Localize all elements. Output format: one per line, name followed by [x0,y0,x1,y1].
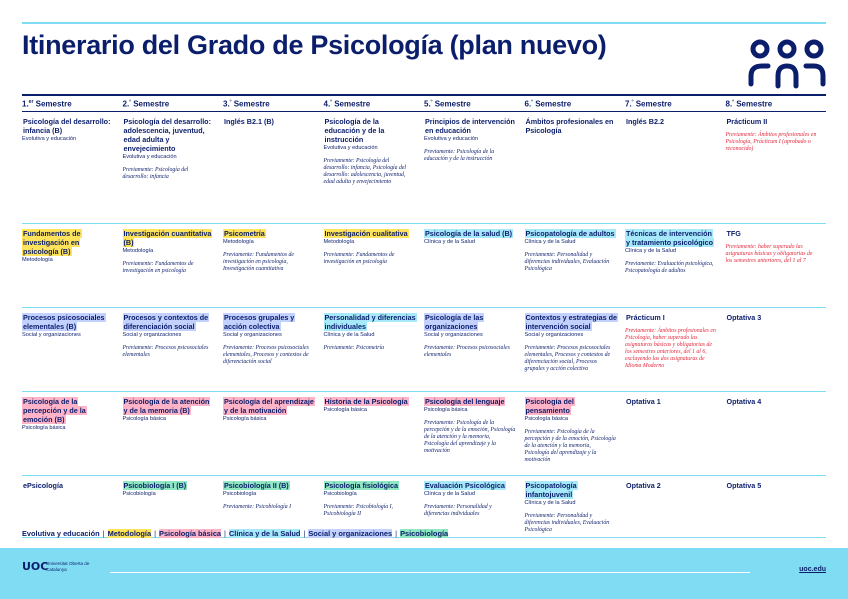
course-name: Contextos y estrategias de intervención social [525,313,617,331]
semester-header: 3.$^º$ Semestre [223,98,270,109]
uoc-logo-mark: UOC [22,560,49,573]
course-name: Psicopatología de adultos [525,229,615,238]
course-cell [223,112,324,223]
course-area: Psicobiología [223,491,257,497]
course-name: Psicología del lenguaje [425,397,505,406]
course-cell [424,392,525,475]
prerequisite-note: Previamente: Psicología del desarrollo: infancia, Psicología del desarrollo: adolescencia, juventud, edad adulta y envejecimiento [323,158,407,185]
course-cell [22,308,123,391]
course-area: Clínica y de la Salud [424,239,475,245]
course-name: Psicopatología infantojuvenil [525,481,577,499]
course-name: Procesos psicosociales elementales (B) [23,313,105,331]
legend-item: Social y organizaciones [308,529,393,538]
course-cell [525,392,626,475]
course-area: Psicobiología [122,491,156,497]
course-cell [424,112,525,223]
prerequisite-note: Previamente: Ámbitos profesionales en Psicología, Prácticum I (aprobado o reconocido) [725,132,817,152]
prerequisite-note: Previamente: Fundamentos de investigación en psicología [323,252,395,265]
course-area: Psicología básica [223,416,267,422]
prerequisite-note: Previamente: Psicología de la percepción y de la emoción, Psicología de la atención y la memoria, Psicología del aprendizaje y la motivación [524,429,616,463]
course-cell [726,224,827,307]
course-name: Procesos y contextos de diferenciación social [123,313,209,331]
course-area: Clínica y de la Salud [323,332,375,338]
course-cell [123,308,224,391]
prerequisite-note: Previamente: Psicología de la percepción y de la emoción, Psicología de la atención y la memoria, Psicología del aprendizaje y la motivación [424,420,516,454]
course-area: Psicología básica [122,416,167,422]
course-name: Técnicas de intervención y tratamiento psicológico [626,229,714,247]
course-name: Psicobiología II (B) [224,481,289,490]
prerequisite-note: Previamente: Fundamentos de investigación en psicología, Investigación cuantitativa [223,252,294,272]
course-cell [625,476,726,537]
prerequisite-note: Previamente: Personalidad y diferencias individuales, Evaluación Psicológica [524,252,610,272]
course-cell [223,224,324,307]
footer [0,548,848,599]
course-area: Social y organizaciones [424,332,483,338]
semester-header: 6.$^º$ Semestre [524,98,572,109]
page-title: Itinerario del Grado de Psicología (plan nuevo) [22,30,607,60]
prerequisite-note: Previamente: Procesos psicosociales elementales [122,345,209,358]
course-name: Psicología de las organizaciones [425,313,484,331]
course-name: Personalidad y diferencias individuales [324,313,416,331]
course-area: Evolutiva y educación [323,145,378,151]
course-cell [424,224,525,307]
course-name: Psicología de la educación y de la instrucción [324,117,385,144]
course-name: Psicología fisiológica [324,481,398,490]
course-cell [123,392,224,475]
people-icon [748,38,826,90]
area-legend: Evolutiva y educación | Metodología | Psicología básica | Clínica y de la Salud | Social y organizaciones | Psicobiología [22,529,449,538]
course-area: Metodología [122,248,154,254]
itinerary-table [22,94,826,538]
course-cell [726,308,827,391]
course-name: Optativa 3 [726,313,762,322]
course-name: Optativa 4 [726,397,762,406]
course-cell [726,476,827,537]
prerequisite-note: Previamente: Psicometría [323,345,384,351]
semester-header: 8.$^º$ Semestre [725,98,773,109]
prerequisite-note: Previamente: Psicobiología I [223,504,292,510]
prerequisite-note: Previamente: Personalidad y diferencias individuales [424,504,492,517]
uoc-link[interactable]: uoc.edu [799,566,826,573]
course-cell [525,224,626,307]
prerequisite-note: Previamente: Personalidad y diferencias individuales, Evaluación Psicológica [524,513,610,533]
course-cell [123,224,224,307]
course-area: Metodología [223,239,254,245]
prerequisite-note: Previamente: Fundamentos de investigación en psicología [122,261,194,274]
course-name: Historia de la Psicología [324,397,408,406]
course-cell [123,476,224,537]
course-cell [223,476,324,537]
course-name: Ámbitos profesionales en Psicología [525,117,614,135]
legend-item: Psicobiología [400,529,449,538]
table-row [22,392,826,476]
course-name: Fundamentos de investigación en psicología (B) [23,229,81,256]
course-name: Investigación cuantitativa (B) [123,229,212,247]
course-name: Psicología de la atención y de la memoria (B) [123,397,210,415]
course-cell [324,476,425,537]
course-name: Psicología del desarrollo: adolescencia, juventud, edad adulta y envejecimiento [123,117,211,153]
course-area: Psicología básica [22,425,66,431]
course-name: Psicología del aprendizaje y de la motivación [224,397,314,415]
table-row [22,112,826,224]
course-cell [324,112,425,223]
course-name: Inglés B2.2 [626,117,664,126]
prerequisite-note: Previamente: Procesos psicosociales elementales, Procesos y contextos de diferenciación social, Procesos grupales y acción colectiva [524,345,611,372]
course-area: Social y organizaciones [122,332,182,338]
course-area: Social y organizaciones [223,332,282,338]
prerequisite-note: Previamente: Ámbitos profesionales en Psicología, haber superado las asignaturas básicas y obligatorias de los semestres anteriores, del 1 al 6, excluyendo las dos asignaturas de Idioma Moderno [625,328,716,369]
course-name: Psicología de la salud (B) [425,229,513,238]
course-name: Psicología de la percepción y de la emoción (B) [23,397,86,424]
course-cell [324,308,425,391]
course-cell [324,392,425,475]
semester-header: 7.$^º$ Semestre [625,98,672,109]
prerequisite-note: Previamente: Psicología del desarrollo: infancia [122,167,189,180]
semester-header-row [22,96,826,112]
semester-header: 5.$^º$ Semestre [424,98,471,109]
course-area: Evolutiva y educación [424,136,479,142]
course-name: Procesos grupales y acción colectiva [224,313,295,331]
prerequisite-note: Previamente: Psicobiología I, Psicobiología II [323,504,393,517]
course-area: Metodología [22,257,53,263]
course-rows [22,112,826,538]
course-area: Social y organizaciones [22,332,81,338]
prerequisite-note: Previamente: Evaluación psicológica, Psicopatología de adultos [625,261,714,274]
course-cell [22,224,123,307]
course-cell [123,112,224,223]
course-area: Psicología básica [524,416,569,422]
course-area: Psicología básica [424,407,468,413]
course-area: Evolutiva y educación [122,154,177,160]
legend-item: Metodología [107,529,152,538]
course-cell [525,112,626,223]
footer-divider [110,572,750,573]
course-cell [525,308,626,391]
semester-header: 4.$^º$ Semestre [323,98,371,109]
course-cell [625,392,726,475]
prerequisite-note: Previamente: Procesos psicosociales elementales [424,345,510,358]
course-area: Clínica y de la Salud [424,491,475,497]
course-name: Psicometría [224,229,265,238]
course-name: Optativa 1 [626,397,661,406]
course-name: ePsicología [23,481,63,490]
course-area: Psicología básica [323,407,368,413]
course-cell [726,392,827,475]
course-cell [625,112,726,223]
course-cell [22,112,123,223]
course-name: Optativa 5 [726,481,762,490]
course-area: Social y organizaciones [524,332,584,338]
course-cell [223,392,324,475]
course-cell [726,112,827,223]
uoc-logo-text: Universitat Oberta de Catalunya [46,561,90,572]
semester-header: 1.$^{er}$ Semestre [22,98,72,109]
semester-header: 2.$^º$ Semestre [122,98,170,109]
course-cell [22,476,123,537]
course-area: Psicobiología [323,491,357,497]
course-cell [424,476,525,537]
course-cell [424,308,525,391]
prerequisite-note: Previamente: Psicología de la educación y de la instrucción [424,149,495,162]
course-area: Clínica y de la Salud [625,248,676,254]
course-name: Psicobiología I (B) [123,481,187,490]
course-cell [223,308,324,391]
course-area: Metodología [323,239,355,245]
prerequisite-note: Previamente: Procesos psicosociales elementales, Procesos y contextos de diferenciación social [223,345,309,365]
course-cell [22,392,123,475]
course-name: Evaluación Psicológica [425,481,505,490]
course-name: Prácticum II [726,117,768,126]
legend-item: Evolutiva y educación [22,529,100,538]
course-cell [525,476,626,537]
course-name: Inglés B2.1 (B) [224,117,274,126]
course-name: Psicología del desarrollo: infancia (B) [23,117,111,135]
course-cell [625,224,726,307]
course-cell [324,224,425,307]
course-name: Psicología del pensamiento [525,397,574,415]
course-name: Principios de intervención en educación [425,117,515,135]
course-area: Evolutiva y educación [22,136,77,142]
prerequisite-note: Previamente: haber superado las asignaturas básicas y obligatorias de los semestres anteriores, del 1 al 7 [725,244,813,264]
top-rule [22,22,826,24]
course-area: Clínica y de la Salud [524,500,576,506]
course-name: Investigación cualitativa [324,229,408,238]
table-row [22,308,826,392]
legend-item: Psicología básica [159,529,222,538]
course-name: Prácticum I [626,313,665,322]
table-row [22,224,826,308]
legend-item: Clínica y de la Salud [228,529,301,538]
course-name: TFG [726,229,741,238]
course-area: Clínica y de la Salud [524,239,576,245]
course-name: Optativa 2 [626,481,661,490]
course-cell [625,308,726,391]
